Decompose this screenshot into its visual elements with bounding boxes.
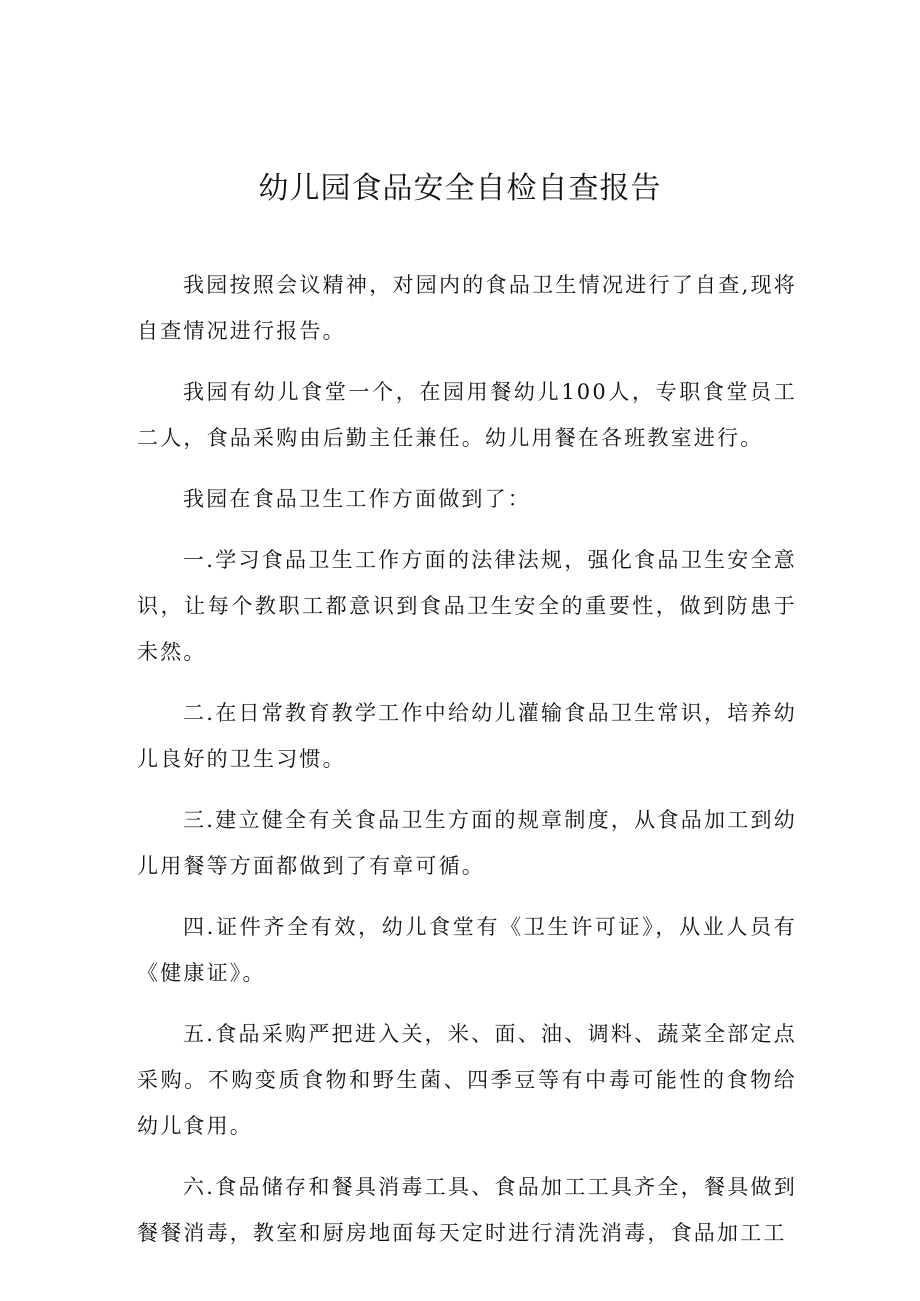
- paragraph-item-2: 二.在日常教育教学工作中给幼儿灌输食品卫生常识，培养幼儿良好的卫生习惯。: [137, 701, 797, 771]
- paragraph-item-5: 五.食品采购严把进入关，米、面、油、调料、蔬菜全部定点采购。不购变质食物和野生菌、四季豆等有中毒可能性的食物给幼儿食用。: [137, 1022, 797, 1138]
- paragraph-item-1: 一.学习食品卫生工作方面的法律法规，强化食品卫生安全意识，让每个教职工都意识到食品卫生安全的重要性，做到防患于未然。: [137, 548, 797, 664]
- paragraph-item-6: 六.食品储存和餐具消毒工具、食品加工工具齐全，餐具做到餐餐消毒，教室和厨房地面每天定时进行清洗消毒，食品加工工: [137, 1175, 797, 1245]
- paragraph-canteen-overview: 我园有幼儿食堂一个，在园用餐幼儿100人，专职食堂员工二人，食品采购由后勤主任兼任。幼儿用餐在各班教室进行。: [137, 380, 797, 450]
- paragraph-item-4: 四.证件齐全有效，幼儿食堂有《卫生许可证》，从业人员有《健康证》。: [137, 915, 797, 985]
- paragraph-item-3: 三.建立健全有关食品卫生方面的规章制度，从食品加工到幼儿用餐等方面都做到了有章可循。: [137, 808, 797, 878]
- paragraph-achievements-heading: 我园在食品卫生工作方面做到了：: [183, 487, 531, 511]
- page-title: 幼儿园食品安全自检自查报告: [258, 171, 662, 206]
- document-body: [137, 262, 797, 1271]
- paragraph-intro: 我园按照会议精神，对园内的食品卫生情况进行了自查,现将自查情况进行报告。: [137, 273, 797, 343]
